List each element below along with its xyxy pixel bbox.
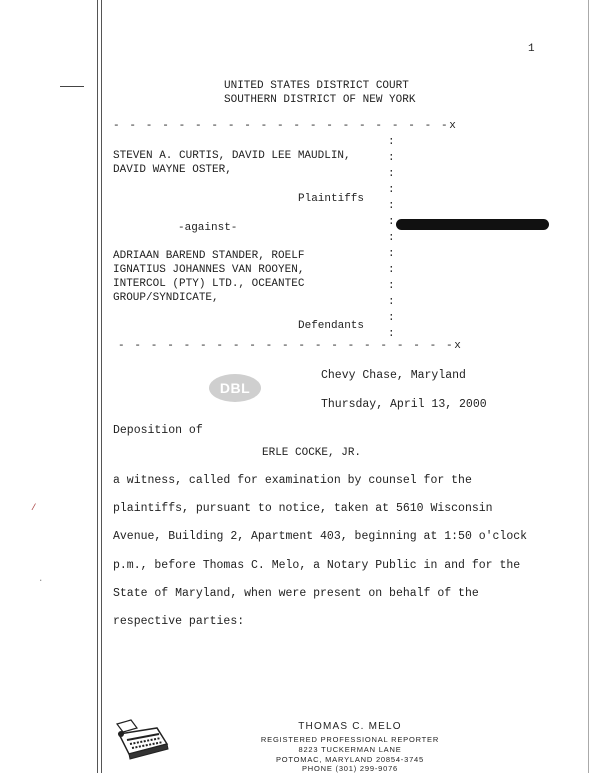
witness-name: ERLE COCKE, JR. — [262, 447, 362, 459]
body-line: a witness, called for examination by counsel for the — [113, 474, 472, 487]
reporter-street: 8223 TUCKERMAN LANE — [298, 745, 402, 754]
location: Chevy Chase, Maryland — [321, 369, 466, 382]
caption-colon: : — [388, 216, 395, 228]
scan-mark: · — [38, 576, 44, 586]
caption-colon: : — [388, 264, 395, 276]
date: Thursday, April 13, 2000 — [321, 398, 487, 411]
dbl-stamp: DBL — [209, 374, 261, 402]
defendants-names-4: GROUP/SYNDICATE, — [113, 292, 219, 304]
margin-mark — [60, 86, 84, 87]
redaction-bar — [396, 219, 549, 230]
plaintiffs-label: Plaintiffs — [298, 193, 365, 205]
typewriter-logo-icon — [113, 718, 171, 762]
caption-top-rule: - - - - - - - - - - - - - - - - - - - - -x — [113, 120, 458, 132]
plaintiffs-names-2: DAVID WAYNE OSTER, — [113, 164, 232, 176]
defendants-label: Defendants — [298, 320, 365, 332]
reporter-title: REGISTERED PROFESSIONAL REPORTER — [260, 735, 440, 744]
caption-colon: : — [388, 136, 395, 148]
scan-mark: / — [31, 503, 37, 513]
deposition-of-label: Deposition of — [113, 424, 203, 437]
defendants-names-3: INTERCOL (PTY) LTD., OCEANTEC — [113, 278, 305, 290]
reporter-city: POTOMAC, MARYLAND 20854-3745 — [275, 755, 424, 764]
body-line: State of Maryland, when were present on behalf of the — [113, 587, 479, 600]
caption-colon: : — [388, 296, 395, 308]
caption-colon: : — [388, 312, 395, 324]
reporter-name: THOMAS C. MELO — [298, 721, 402, 732]
caption-colon: : — [388, 152, 395, 164]
page-number: 1 — [528, 43, 535, 55]
court-line-2: SOUTHERN DISTRICT OF NEW YORK — [224, 94, 416, 106]
court-line-1: UNITED STATES DISTRICT COURT — [224, 80, 409, 92]
caption-colon: : — [388, 280, 395, 292]
body-line: plaintiffs, pursuant to notice, taken at 5610 Wisconsin — [113, 502, 493, 515]
defendants-names-2: IGNATIUS JOHANNES VAN ROOYEN, — [113, 264, 305, 276]
caption-colon: : — [388, 184, 395, 196]
reporter-phone: PHONE (301) 299-9076 — [301, 764, 399, 773]
right-margin-rule — [588, 0, 589, 773]
body-line: Avenue, Building 2, Apartment 403, beginning at 1:50 o'clock — [113, 530, 528, 543]
caption-bottom-rule: - - - - - - - - - - - - - - - - - - - - -x — [118, 340, 463, 352]
body-line: p.m., before Thomas C. Melo, a Notary Public in and for the — [113, 559, 521, 572]
against-label: -against- — [178, 222, 238, 234]
body-line: respective parties: — [113, 615, 245, 628]
caption-colon: : — [388, 168, 395, 180]
caption-colon: : — [388, 232, 395, 244]
caption-colon: : — [388, 248, 395, 260]
caption-colon: : — [388, 200, 395, 212]
left-margin-rule-1 — [97, 0, 98, 773]
defendants-names-1: ADRIAAN BAREND STANDER, ROELF — [113, 250, 305, 262]
left-margin-rule-2 — [101, 0, 102, 773]
plaintiffs-names-1: STEVEN A. CURTIS, DAVID LEE MAUDLIN, — [113, 150, 351, 162]
caption-colon: : — [388, 328, 395, 340]
